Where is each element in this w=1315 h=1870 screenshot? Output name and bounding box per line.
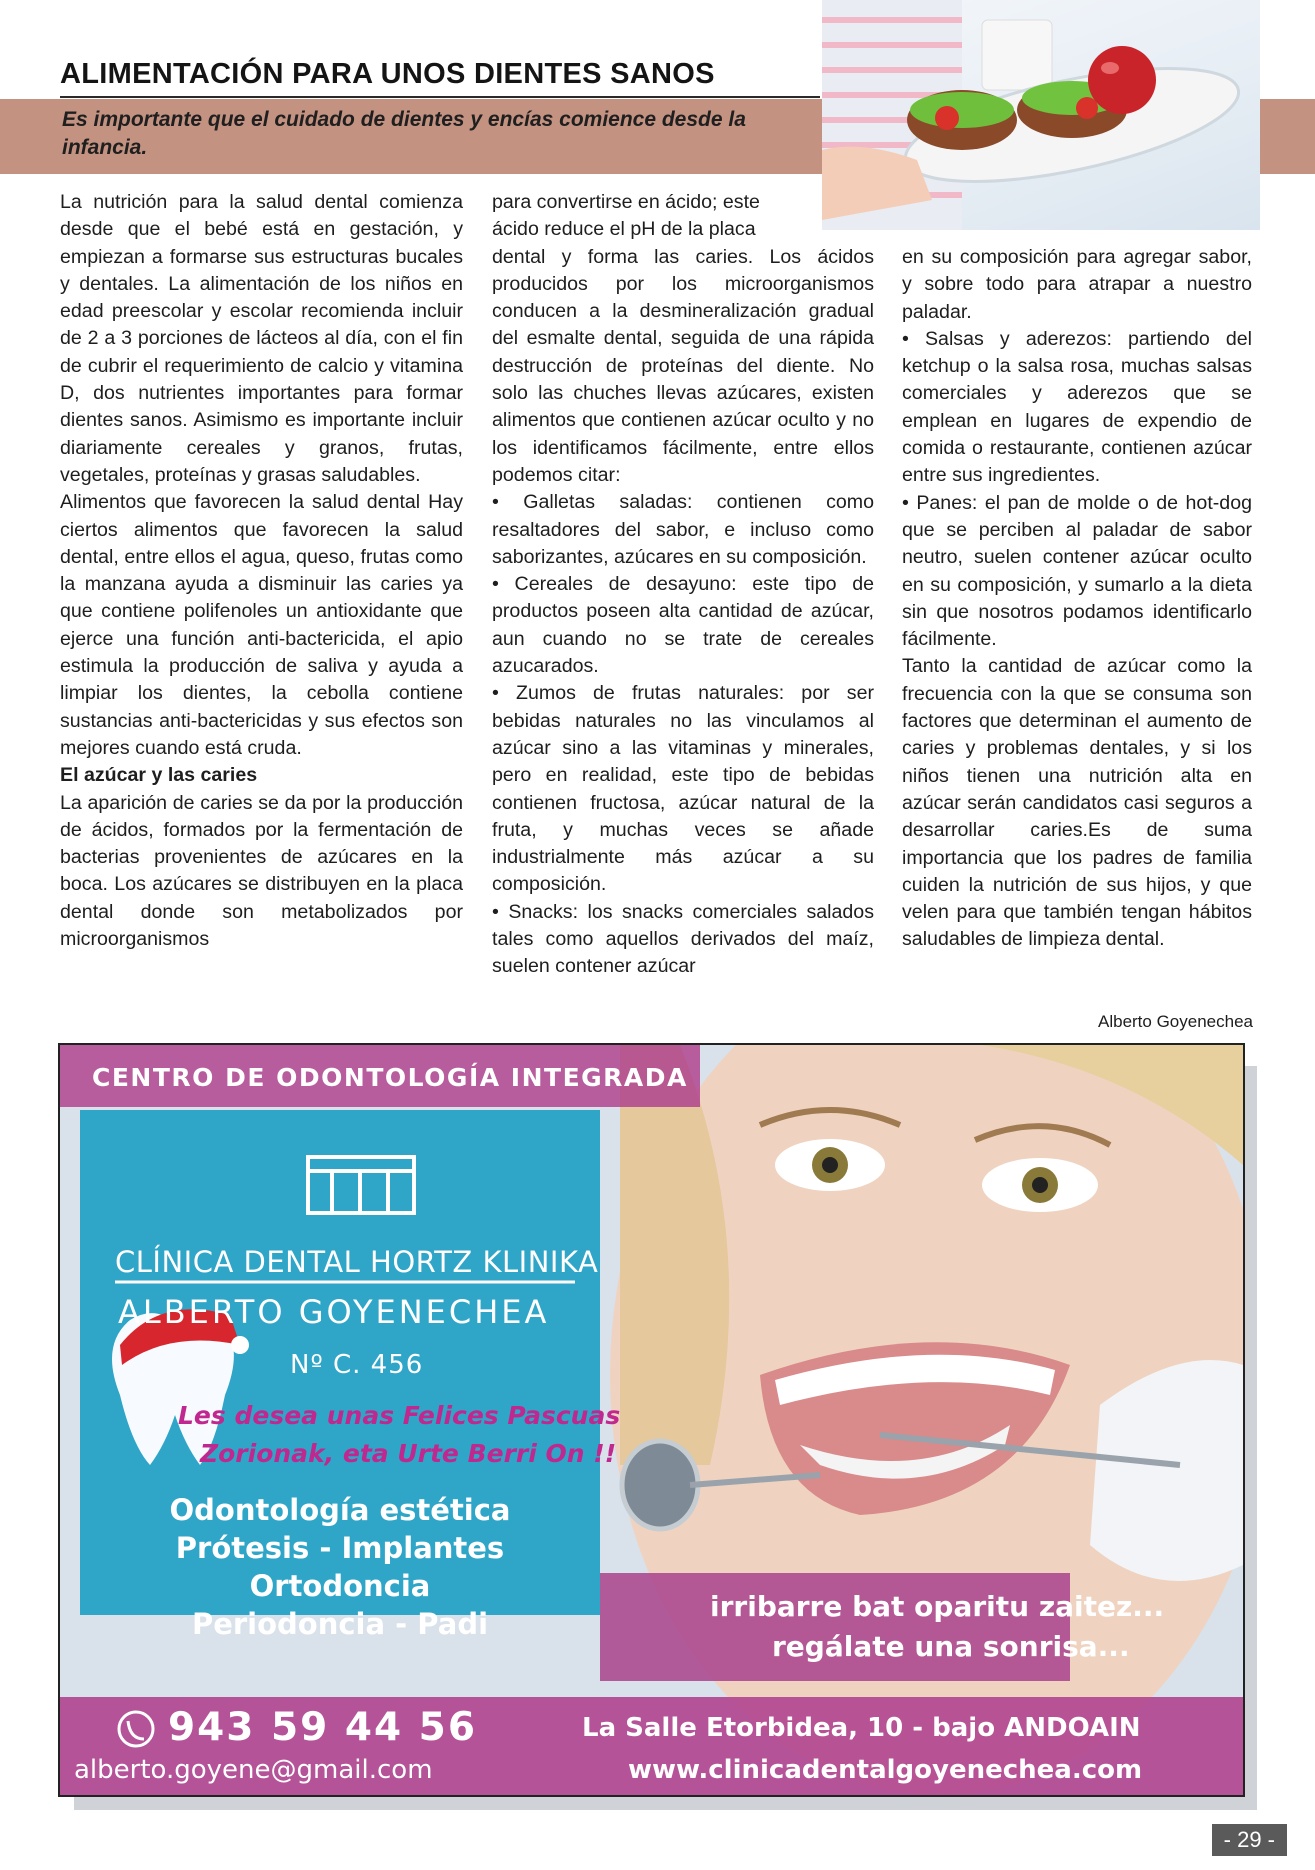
license-number: Nº C. 456 xyxy=(290,1350,424,1380)
bullet-crackers: • Galletas saladas: contienen como resaltadores del sabor, e incluso como saborizantes, azúcares en su composición. xyxy=(492,491,874,568)
clinic-name: CLÍNICA DENTAL HORTZ KLINIKA xyxy=(115,1245,599,1279)
greeting-spanish: Les desea unas Felices Pascuas xyxy=(178,1401,621,1430)
article-column-1 xyxy=(60,189,463,953)
paragraph-intro: La nutrición para la salud dental comienza desde que el bebé está en gestación, y empiezan a formarse sus estructuras bucales y dentales. La alimentación de los niños en edad preescolar y escolar recomienda incluir de 2 a 3 porciones de lácteos al día, con el fin de cubrir el requerimiento de calcio y vitamina D, dos nutrientes importantes para formar dientes sanos. Asimismo es importante incluir diariamente cereales y granos, frutas, vegetales, proteínas y grasas saludables. xyxy=(60,191,463,486)
article-column-3 xyxy=(902,244,1252,954)
doctor-name: ALBERTO GOYENECHEA xyxy=(118,1293,550,1331)
food-tray-illustration xyxy=(822,0,1260,230)
section-heading-sugar: El azúcar y las caries xyxy=(60,764,258,787)
paragraph-acid-a: para convertirse en ácido; este ácido reduce el pH de la placa xyxy=(492,191,760,241)
bullet-snacks: • Snacks: los snacks comerciales salados tales como aquellos derivados del maíz, suelen contener azúcar xyxy=(492,900,874,978)
service-periodontics: Periodoncia - Padi xyxy=(191,1607,489,1641)
article-author: Alberto Goyenechea xyxy=(1098,1012,1253,1031)
ad-header: CENTRO DE ODONTOLOGÍA INTEGRADA xyxy=(92,1063,688,1092)
paragraph-foods: Alimentos que favorecen la salud dental Hay ciertos alimentos que favorecen la salud dental, entre ellos el agua, queso, frutas como la manzana ayuda a disminuir las caries ya que contiene polifenoles un antioxidante que ejerce una función anti-bactericida, el apio estimula la producción de saliva y ayuda a limpiar los dientes, la cebolla contiene sustancias anti-bactericidas y sus efectos son mejores cuando está cruda. xyxy=(60,491,463,759)
bullet-breads: • Panes: el pan de molde o de hot-dog que se perciben al paladar de sabor neutro, suelen contener azúcar oculto en su composición, y sumarlo a la dieta sin que nosotros podamos identificarlo fácilmente. xyxy=(902,491,1252,651)
food-tray-photo xyxy=(822,0,1260,230)
greeting-basque: Zorionak, eta Urte Berri On !! xyxy=(200,1439,617,1468)
phone-number: 943 59 44 56 xyxy=(168,1705,477,1750)
paragraph-acid-b: dental y forma las caries. Los ácidos producidos por los microorganismos conducen a la desmineralización gradual del esmalte dental, seguida de una rápida destrucción de proteínas del diente. No solo las chuches llevas azúcares, existen alimentos que contienen azúcar oculto y no los identificamos fácilmente, entre ellos podemos citar: xyxy=(492,245,874,486)
article-title: ALIMENTACIÓN PARA UNOS DIENTES SANOS xyxy=(60,58,715,90)
page-number: - 29 - xyxy=(1212,1824,1287,1856)
email-address[interactable]: alberto.goyene@gmail.com xyxy=(74,1755,433,1785)
clinic-address: La Salle Etorbidea, 10 - bajo ANDOAIN xyxy=(582,1713,1141,1743)
slogan-spanish: regálate una sonrisa... xyxy=(772,1630,1130,1663)
services-list xyxy=(100,1491,580,1643)
article-subtitle: Es importante que el cuidado de dientes y encías comience desde la infancia. xyxy=(62,108,746,159)
bullet-juices: • Zumos de frutas naturales: por ser bebidas naturales no las vinculamos al azúcar sino a las vitaminas y minerales, pero en realidad, este tipo de bebidas contienen fructosa, azúcar natural de la fruta, y muchas veces se añade industrialmente más azúcar a su composición. xyxy=(492,682,874,896)
website-link[interactable]: www.clinicadentalgoyenechea.com xyxy=(628,1755,1143,1785)
title-divider xyxy=(60,96,820,98)
article-column-2 xyxy=(492,189,874,981)
service-prosthesis: Prótesis - Implantes xyxy=(175,1531,505,1565)
bullet-cereals: • Cereales de desayuno: este tipo de productos poseen alta cantidad de azúcar, aun cuando no se trate de cereales azucarados. xyxy=(492,573,874,678)
dental-clinic-ad xyxy=(58,1043,1245,1797)
slogan-basque: irribarre bat oparitu zaitez... xyxy=(710,1590,1165,1623)
service-aesthetic: Odontología estética xyxy=(169,1493,511,1527)
service-orthodontics: Ortodoncia xyxy=(249,1569,431,1603)
paragraph-conclusion: Tanto la cantidad de azúcar como la frecuencia con la que se consuma son factores que determinan el aumento de caries y problemas dentales, y si los niños tienen una nutrición alta en azúcar serán candidatos casi seguros a desarrollar caries.Es de suma importancia que los padres de familia cuiden la nutrición de sus hijos, y que velen para que también tengan hábitos saludables de limpieza dental. xyxy=(902,655,1252,951)
bullet-sauces: • Salsas y aderezos: partiendo del ketchup o la salsa rosa, muchas salsas comerciales y aderezos que se emplean en lugares de expendio de comida o restaurante, contienen azúcar entre sus ingredientes. xyxy=(902,327,1252,487)
paragraph-composition: en su composición para agregar sabor, y sobre todo para atrapar a nuestro paladar. xyxy=(902,246,1252,323)
paragraph-caries: La aparición de caries se da por la producción de ácidos, formados por la fermentación de bacterias provenientes de azúcares en la boca. Los azúcares se distribuyen en la placa dental donde son metabolizados por microorganismos xyxy=(60,791,463,951)
